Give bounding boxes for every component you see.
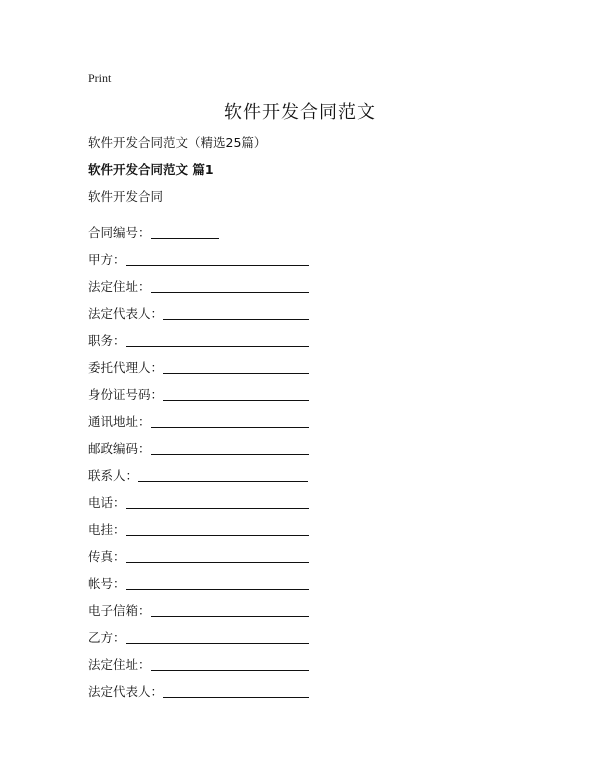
- field-label: 法定代表人：: [88, 306, 164, 321]
- blank-line: [151, 413, 309, 428]
- blank-line: [126, 548, 309, 563]
- blank-line: [151, 602, 309, 617]
- blank-line: [126, 521, 309, 536]
- field-label: 委托代理人：: [88, 360, 164, 375]
- field-legal-representative-b: [88, 673, 328, 700]
- field-label: 电挂：: [88, 522, 126, 537]
- field-phone: [88, 484, 328, 511]
- field-contract-number: [88, 214, 328, 241]
- blank-line: [126, 251, 309, 266]
- section-heading: 软件开发合同范文 篇1: [88, 162, 214, 177]
- blank-line: [163, 386, 309, 401]
- field-label: 法定住址：: [88, 657, 151, 672]
- field-legal-representative: [88, 295, 328, 322]
- field-label: 传真：: [88, 549, 126, 564]
- field-label: 联系人：: [88, 468, 139, 483]
- field-fax: [88, 538, 328, 565]
- blank-line: [151, 440, 309, 455]
- field-label: 合同编号：: [88, 225, 151, 240]
- field-postal-code: [88, 430, 328, 457]
- field-id-number: [88, 376, 328, 403]
- blank-line: [126, 629, 309, 644]
- blank-line: [163, 359, 309, 374]
- field-label: 电话：: [88, 495, 126, 510]
- field-party-b: [88, 619, 328, 646]
- document-title: 软件开发合同范文: [224, 102, 376, 123]
- field-mailing-address: [88, 403, 328, 430]
- blank-line: [138, 467, 308, 482]
- field-telegraph: [88, 511, 328, 538]
- blank-line: [126, 332, 309, 347]
- blank-line: [163, 683, 309, 698]
- field-account: [88, 565, 328, 592]
- blank-line: [163, 305, 309, 320]
- contract-intro: 软件开发合同: [88, 189, 164, 204]
- field-legal-address: [88, 268, 328, 295]
- field-position: [88, 322, 328, 349]
- field-party-a: [88, 241, 328, 268]
- field-label: 通讯地址：: [88, 414, 151, 429]
- field-agent: [88, 349, 328, 376]
- blank-line: [151, 656, 309, 671]
- field-label: 帐号：: [88, 576, 126, 591]
- print-label: Print: [88, 71, 112, 85]
- field-email: [88, 592, 328, 619]
- blank-line: [151, 224, 219, 239]
- field-label: 法定住址：: [88, 279, 151, 294]
- blank-line: [151, 278, 309, 293]
- field-contact: [88, 457, 328, 484]
- blank-line: [126, 575, 309, 590]
- field-label: 电子信箱：: [88, 603, 151, 618]
- field-label: 身份证号码：: [88, 387, 164, 402]
- field-label: 甲方：: [88, 252, 126, 267]
- document-subtitle: 软件开发合同范文（精选25篇）: [88, 135, 267, 150]
- field-label: 邮政编码：: [88, 441, 151, 456]
- field-label: 法定代表人：: [88, 684, 164, 699]
- contract-fields: [88, 214, 328, 700]
- field-legal-address-b: [88, 646, 328, 673]
- field-label: 乙方：: [88, 630, 126, 645]
- field-label: 职务：: [88, 333, 126, 348]
- blank-line: [126, 494, 309, 509]
